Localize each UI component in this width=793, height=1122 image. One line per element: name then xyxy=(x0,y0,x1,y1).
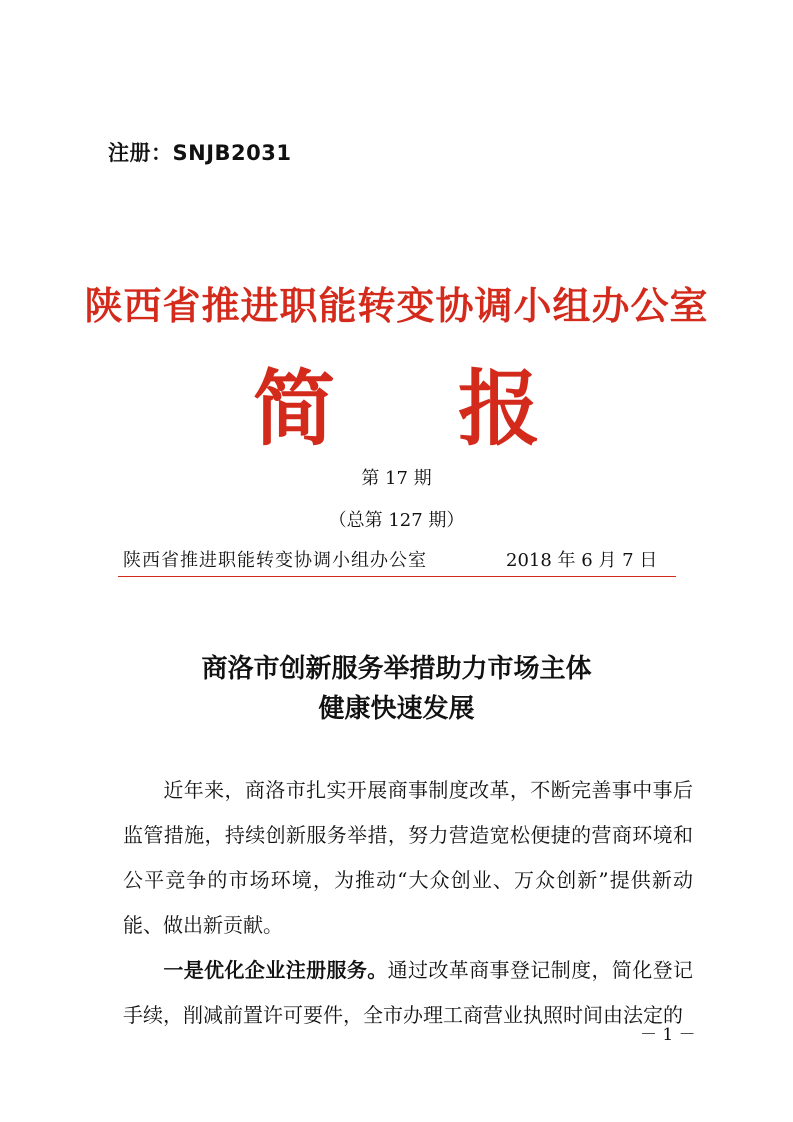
page-number: － 1 － xyxy=(640,1025,696,1045)
paragraph-registration-service xyxy=(123,948,693,1038)
red-divider-rule xyxy=(118,576,676,577)
paragraph-intro xyxy=(123,768,693,948)
organization-title: 陕西省推进职能转变协调小组办公室 xyxy=(84,284,709,328)
registration-number: 注册：SNJB2031 xyxy=(108,141,292,165)
issue-date: 2018 年 6 月 7 日 xyxy=(506,550,658,571)
paragraph-body-text: 通过改革商事登记制度，简化登记手续，削减前置许可要件，全市办理工商营业执照时间由法定的 xyxy=(123,958,694,1027)
headline-line-1: 商洛市创新服务举措助力市场主体 xyxy=(201,654,592,684)
paragraph-lead-heading: 一是优化企业注册服务。 xyxy=(163,958,388,982)
headline-line-2: 健康快速发展 xyxy=(318,694,475,724)
masthead xyxy=(0,362,793,457)
issue-number: 第 17 期 xyxy=(361,468,432,489)
issuer-name: 陕西省推进职能转变协调小组办公室 xyxy=(123,550,427,571)
masthead-char-2: 报 xyxy=(458,362,541,457)
masthead-char-1: 简 xyxy=(253,362,336,457)
total-issue-number: （总第 127 期） xyxy=(328,510,465,531)
paragraph-intro-text: 近年来，商洛市扎实开展商事制度改革，不断完善事中事后监管措施，持续创新服务举措，努力营造宽松便捷的营商环境和公平竞争的市场环境，为推动“大众创业、万众创新”提供新动能、做出新贡献。 xyxy=(123,778,693,937)
